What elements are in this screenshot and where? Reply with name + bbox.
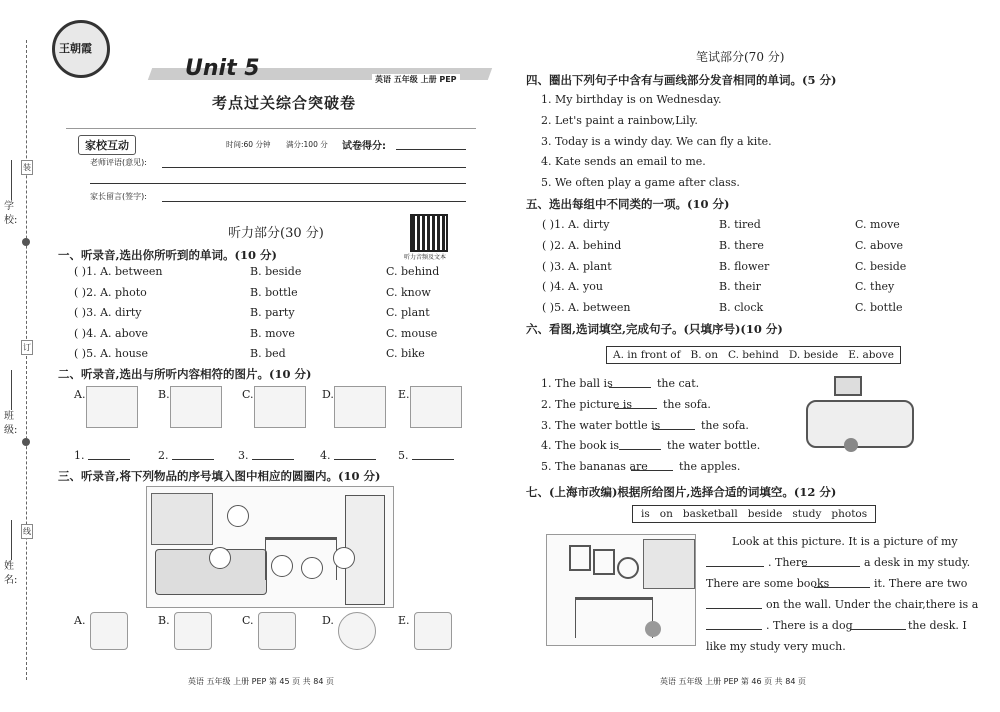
sentence-start: 3. The water bottle is — [541, 418, 661, 432]
choice-picture — [410, 386, 462, 428]
choice-b: B. beside — [250, 265, 302, 278]
passage-text: . There — [768, 556, 808, 569]
side-mark: 订 — [21, 340, 33, 355]
choice-picture — [86, 386, 138, 428]
unit-banner — [110, 56, 490, 90]
answer-blank[interactable] — [706, 608, 762, 609]
answer-blank[interactable] — [706, 566, 764, 567]
blank-number: 4. — [320, 449, 331, 462]
passage-text: There are some books — [706, 577, 830, 590]
sentence-item[interactable]: 3. Today is a windy day. We can fly a kite. — [541, 134, 772, 148]
item-letter: D. — [322, 614, 334, 627]
sofa — [806, 400, 914, 448]
sentence-start: 5. The bananas are — [541, 460, 648, 474]
side-mark: 线 — [21, 524, 33, 539]
clock-icon — [174, 612, 212, 650]
listening-title: 听力部分(30 分) — [228, 226, 324, 241]
written-title: 笔试部分(70 分) — [696, 50, 785, 64]
answer-blank[interactable] — [609, 387, 651, 388]
q6-options-box: A. in front of B. on C. behind D. beside E. above — [606, 346, 901, 364]
parent-message-label: 家长留言(签字): — [90, 192, 147, 201]
grade-badge: 英语 五年级 上册 PEP — [372, 74, 460, 85]
teacher-comment-label: 老师评语(意见): — [90, 158, 147, 167]
choice-b: B. tired — [719, 218, 761, 231]
sentence-end: the sofa. — [663, 397, 711, 411]
answer-blank[interactable] — [850, 629, 906, 630]
answer-blank[interactable] — [653, 429, 695, 430]
home-school-frame — [66, 128, 476, 215]
answer-blank[interactable] — [706, 629, 762, 630]
answer-circle[interactable] — [271, 555, 293, 577]
sentence-end: the cat. — [657, 377, 700, 390]
window — [643, 539, 695, 589]
passage-text: a desk in my study. — [864, 556, 971, 569]
choice-row-item[interactable]: ( )5. A. house — [74, 347, 148, 360]
sentence-end: the water bottle. — [667, 439, 761, 453]
bedroom-picture — [146, 486, 394, 608]
answer-blank[interactable] — [615, 408, 657, 409]
choice-row-item[interactable]: ( )3. A. dirty — [74, 306, 142, 319]
home-school-tag: 家校互动 — [78, 135, 136, 155]
picture-letter: D. — [322, 388, 334, 401]
answer-blank[interactable] — [631, 470, 673, 471]
sentence-start: 4. The book is — [541, 439, 620, 453]
window — [151, 493, 213, 545]
blank-number: 3. — [238, 449, 249, 462]
choice-picture — [334, 386, 386, 428]
choice-b: B. clock — [719, 301, 764, 315]
q7-title: 七、(上海市改编)根据所给图片,选择合适的词填空。(12 分) — [526, 485, 837, 499]
choice-b: B. their — [719, 280, 761, 294]
brand-logo-text: 王朝霞 — [59, 42, 92, 55]
choice-c: C. beside — [855, 259, 907, 273]
cat — [844, 438, 858, 452]
dog — [645, 621, 661, 637]
sentence-item[interactable]: 1. My birthday is on Wednesday. — [541, 93, 722, 106]
choice-c: C. know — [386, 285, 431, 299]
answer-blank[interactable] — [619, 449, 661, 450]
choice-row-item[interactable]: ( )4. A. above — [74, 326, 148, 340]
q5-title: 五、选出每组中不同类的一项。(10 分) — [526, 197, 730, 211]
choice-picture — [170, 386, 222, 428]
photo-frame — [569, 545, 591, 571]
choice-c: C. above — [855, 238, 903, 252]
choice-b: B. party — [250, 306, 295, 319]
sentence-item[interactable]: 5. We often play a game after class. — [541, 176, 740, 190]
side-label-class: 班级: — [4, 411, 18, 436]
kite-icon — [414, 612, 452, 650]
sentence-start: 2. The picture is — [541, 397, 633, 411]
study-picture — [546, 534, 696, 646]
choice-row-item[interactable]: ( )5. A. between — [542, 301, 631, 315]
clock — [617, 557, 639, 579]
item-letter: C. — [242, 614, 254, 627]
choice-c: C. bike — [386, 347, 425, 360]
time-label: 时间:60 分钟 — [226, 140, 271, 149]
passage-text: like my study very much. — [706, 640, 846, 653]
photo-frame — [593, 549, 615, 575]
side-mark: 装 — [21, 160, 33, 175]
binding-hole — [22, 238, 30, 246]
q6-title: 六、看图,选词填空,完成句子。(只填序号)(10 分) — [526, 322, 783, 336]
choice-row-item[interactable]: ( )2. A. photo — [74, 285, 147, 299]
choice-b: B. move — [250, 326, 295, 340]
answer-blank[interactable] — [334, 459, 376, 460]
wall-picture-frame — [834, 376, 862, 396]
choice-c: C. they — [855, 280, 895, 294]
choice-b: B. there — [719, 238, 764, 252]
choice-c: C. behind — [386, 265, 440, 278]
backpack-icon — [258, 612, 296, 650]
blank-number: 1. — [74, 449, 85, 462]
sofa-picture — [804, 376, 914, 452]
choice-row-item[interactable]: ( )2. A. behind — [542, 238, 622, 252]
choice-c: C. mouse — [386, 326, 438, 340]
left-footer: 英语 五年级 上册 PEP 第 45 页 共 84 页 — [188, 677, 334, 686]
item-letter: A. — [74, 614, 86, 627]
sentence-end: the apples. — [679, 460, 741, 474]
answer-blank[interactable] — [412, 459, 454, 460]
passage-text: . There is a dog — [766, 619, 853, 632]
answer-blank[interactable] — [802, 566, 860, 567]
choice-c: C. move — [855, 218, 900, 231]
q2-title: 二、听录音,选出与所听内容相符的图片。(10 分) — [58, 367, 312, 381]
choice-picture — [254, 386, 306, 428]
side-label-name: 姓名: — [4, 561, 18, 586]
item-letter: B. — [158, 614, 170, 627]
picture-letter: C. — [242, 388, 254, 401]
answer-blank[interactable] — [172, 459, 214, 460]
blank-number: 2. — [158, 449, 169, 462]
q1-title: 一、听录音,选出你所听到的单词。(10 分) — [58, 248, 277, 262]
answer-circle[interactable] — [333, 547, 355, 569]
picture-letter: E. — [398, 388, 410, 401]
qr-caption: 听力音频及文本 — [404, 254, 447, 261]
item-letter: E. — [398, 614, 410, 627]
exam-title: 考点过关综合突破卷 — [212, 94, 357, 112]
q4-title: 四、圈出下列句子中含有与画线部分发音相同的单词。(5 分) — [526, 73, 837, 87]
answer-blank[interactable] — [814, 587, 870, 588]
answer-blank[interactable] — [252, 459, 294, 460]
brand-logo — [52, 20, 110, 78]
cap-icon — [90, 612, 128, 650]
passage-text: Look at this picture. It is a picture of my — [732, 535, 958, 548]
q3-title: 三、听录音,将下列物品的序号填入图中相应的圆圈内。(10 分) — [58, 469, 381, 483]
answer-circle[interactable] — [301, 557, 323, 579]
q7-options-box: is on basketball beside study photos — [632, 505, 876, 523]
choice-c: C. bottle — [855, 301, 903, 315]
passage-text: it. There are two — [874, 577, 968, 590]
choice-c: C. plant — [386, 306, 430, 319]
blank-number: 5. — [398, 449, 409, 462]
right-footer: 英语 五年级 上册 PEP 第 46 页 共 84 页 — [660, 677, 806, 686]
qr-code[interactable] — [410, 214, 448, 252]
unit-title: Unit 5 — [185, 56, 260, 81]
exam-score-label: 试卷得分: — [342, 141, 386, 152]
ball-icon — [338, 612, 376, 650]
desk — [575, 597, 653, 638]
picture-letter: B. — [158, 388, 170, 401]
sentence-item[interactable]: 2. Let's paint a rainbow,Lily. — [541, 113, 698, 127]
picture-letter: A. — [74, 388, 86, 401]
answer-circle[interactable] — [227, 505, 249, 527]
sentence-item[interactable]: 4. Kate sends an email to me. — [541, 155, 706, 169]
score-label: 满分:100 分 — [286, 140, 328, 149]
choice-row-item[interactable]: ( )1. A. between — [74, 265, 163, 278]
sentence-start: 1. The ball is — [541, 377, 613, 390]
choice-b: B. bottle — [250, 285, 298, 299]
choice-b: B. flower — [719, 259, 770, 273]
passage-text: the desk. I — [908, 619, 967, 632]
choice-b: B. bed — [250, 347, 286, 360]
answer-circle[interactable] — [209, 547, 231, 569]
choice-row-item[interactable]: ( )1. A. dirty — [542, 218, 610, 231]
sentence-end: the sofa. — [701, 418, 749, 432]
binding-hole — [22, 438, 30, 446]
answer-blank[interactable] — [88, 459, 130, 460]
passage-text: on the wall. Under the chair,there is a — [766, 598, 979, 611]
side-label-school: 学校: — [4, 201, 18, 226]
choice-row-item[interactable]: ( )4. A. you — [542, 280, 603, 294]
choice-row-item[interactable]: ( )3. A. plant — [542, 259, 612, 273]
binding-margin — [0, 0, 40, 712]
